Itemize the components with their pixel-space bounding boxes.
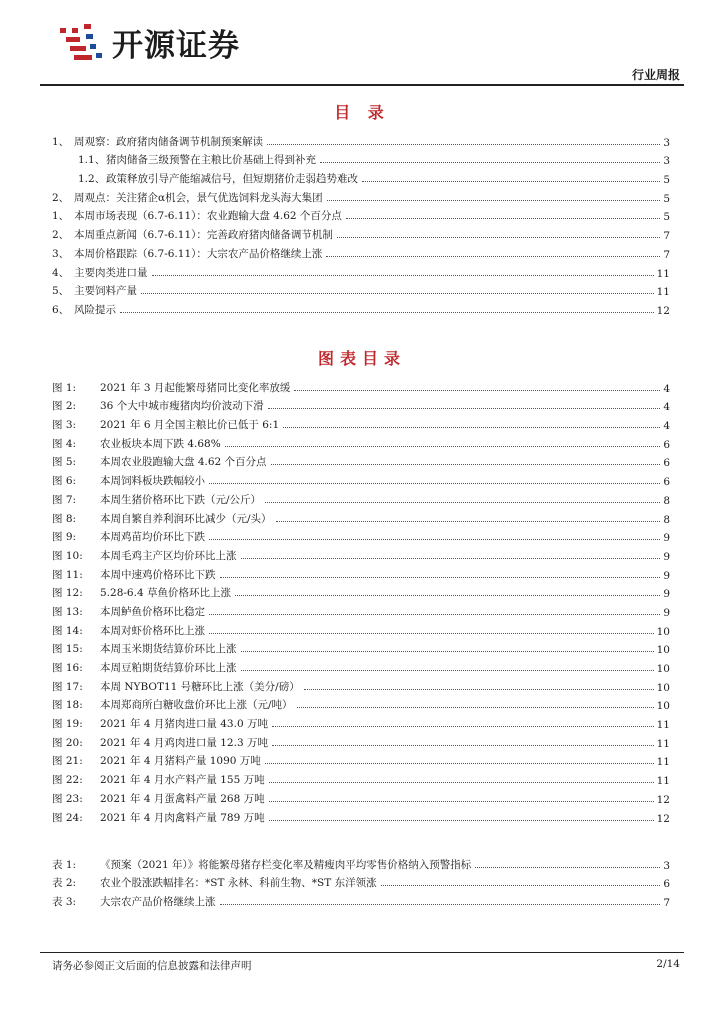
figure-entry-number: 图 22: (52, 774, 83, 787)
dot-leader (337, 237, 660, 238)
dot-leader (294, 390, 660, 391)
dot-leader (276, 521, 661, 522)
figure-entry-page: 12 (656, 812, 670, 825)
figure-entry-page: 4 (663, 401, 670, 414)
figure-entry-page: 10 (656, 625, 670, 638)
figures-list (52, 376, 670, 825)
figure-entry[interactable] (52, 544, 670, 563)
figure-entry[interactable] (52, 712, 670, 731)
report-type-label: 行业周报 (631, 68, 680, 82)
toc-entry[interactable] (52, 298, 670, 317)
figure-entry[interactable] (52, 451, 670, 470)
figure-entry-title: 本周豆粕期货结算价环比上涨 (100, 662, 237, 674)
dot-leader (265, 763, 654, 764)
toc-entry-page: 3 (663, 136, 670, 149)
figure-entry-number: 图 10: (52, 549, 83, 562)
figure-entry-number: 图 13: (52, 605, 83, 618)
toc-entry-number: 4、 (52, 266, 70, 279)
figure-entry-number: 图 24: (52, 811, 83, 824)
toc-entry-title: 主要饲料产量 (74, 285, 137, 298)
toc-entry-number: 2、 (52, 191, 70, 204)
toc-entry-title: 本周重点新闻（6.7-6.11）：完善政府猪肉储备调节机制 (74, 229, 333, 242)
dot-leader (327, 200, 661, 201)
figure-entry-number: 图 16: (52, 662, 83, 674)
table-entry-title: 《预案（2021 年）》将能繁母猪存栏变化率及精瘦肉平均零售价格纳入预警指标 (100, 858, 472, 871)
figure-entry-number: 图 6: (52, 475, 77, 488)
toc-entry-title: 周观察：政府猪肉储备调节机制预案解读 (74, 135, 263, 148)
figure-entry-page: 10 (656, 700, 670, 713)
figure-entry-number: 图 12: (52, 587, 83, 600)
figure-entry-number: 图 14: (52, 624, 83, 637)
figure-entry-number: 图 18: (52, 699, 83, 712)
dot-leader (120, 312, 654, 313)
dot-leader (209, 483, 660, 484)
figure-entry-number: 图 1: (52, 381, 77, 394)
figure-entry[interactable] (52, 750, 670, 769)
figure-entry[interactable] (52, 488, 670, 507)
table-entry-number: 表 1: (52, 858, 77, 871)
toc-entry-number: 1.1、 (78, 154, 106, 167)
figure-entry[interactable] (52, 469, 670, 488)
figure-entry-title: 2021 年 6 月全国主粮比价已低于 6:1 (100, 419, 280, 432)
dot-leader (271, 464, 661, 465)
dot-leader (346, 218, 660, 219)
figure-entry-title: 2021 年 4 月水产料产量 155 万吨 (100, 774, 265, 787)
dot-leader (209, 633, 654, 634)
dot-leader (320, 162, 660, 163)
toc-entry-title: 周观点：关注猪企α机会，景气优选饲料龙头海大集团 (74, 191, 323, 204)
header-divider (40, 84, 684, 86)
figure-entry-title: 2021 年 4 月蛋禽料产量 268 万吨 (100, 792, 265, 805)
dot-leader (304, 689, 654, 690)
figure-entry-title: 本周自繁自养利润环比减少（元/头） (100, 512, 272, 525)
toc-entry[interactable] (52, 280, 670, 299)
figure-entry-title: 本周鲈鱼价格环比稳定 (100, 605, 205, 618)
toc-entry-page: 7 (663, 230, 670, 243)
table-entry[interactable] (52, 872, 670, 891)
figure-entry-page: 8 (663, 513, 670, 526)
figure-entry[interactable] (52, 432, 670, 451)
figure-entry-title: 本周 NYBOT11 号糖环比上涨（美分/磅） (100, 680, 300, 693)
dot-leader (241, 558, 661, 559)
figure-entry[interactable] (52, 619, 670, 638)
dot-leader (269, 820, 654, 821)
toc-entry[interactable] (52, 186, 670, 205)
toc-entry-number: 1、 (52, 210, 70, 223)
dot-leader (283, 427, 660, 428)
figure-entry[interactable] (52, 395, 670, 414)
toc-entry-title: 政策释放引导产能缩减信号，但短期猪价走弱趋势难改 (106, 173, 358, 186)
toc-entry-page: 5 (663, 192, 670, 205)
table-entry-page: 3 (663, 859, 670, 872)
toc-entry-number: 3、 (52, 247, 70, 260)
toc-title: 目 录 (334, 103, 390, 122)
dot-leader (475, 867, 660, 868)
dot-leader (297, 707, 654, 708)
figure-entry-title: 2021 年 4 月猪料产量 1090 万吨 (100, 755, 261, 768)
figure-entry[interactable] (52, 787, 670, 806)
toc-entry-page: 12 (656, 304, 670, 317)
figure-entry-page: 10 (656, 644, 670, 657)
figure-entry-page: 12 (656, 793, 670, 806)
figure-entry-title: 2021 年 3 月起能繁母猪同比变化率放缓 (100, 381, 291, 394)
toc-entry-page: 5 (663, 211, 670, 224)
figure-entry-number: 图 2: (52, 400, 77, 413)
dot-leader (209, 539, 660, 540)
figure-entry-title: 本周农业股跑输大盘 4.62 个百分点 (100, 456, 267, 469)
figure-entry-number: 图 9: (52, 531, 77, 544)
figure-entry[interactable] (52, 413, 670, 432)
dot-leader (267, 144, 660, 145)
table-entry-title: 农业个股涨跌幅排名：*ST 永林、科前生物、*ST 东洋领涨 (100, 877, 377, 890)
company-name: 开源证券 (112, 27, 240, 64)
dot-leader (241, 670, 654, 671)
figure-entry-number: 图 17: (52, 680, 83, 693)
figure-entry[interactable] (52, 376, 670, 395)
toc-entry[interactable] (52, 130, 670, 149)
figure-entry-number: 图 20: (52, 736, 83, 749)
figure-entry[interactable] (52, 600, 670, 619)
footer-page-number: 2/14 (656, 958, 680, 970)
figure-entry-number: 图 7: (52, 493, 77, 506)
toc-entry[interactable] (52, 167, 670, 186)
figure-entry-number: 图 3: (52, 419, 77, 432)
toc-entry-page: 5 (663, 174, 670, 187)
figure-entry-page: 9 (663, 550, 670, 563)
dot-leader (326, 256, 660, 257)
dot-leader (362, 181, 660, 182)
dot-leader (225, 446, 661, 447)
figure-entry-number: 图 21: (52, 755, 83, 768)
figure-entry-title: 36 个大中城市瘦猪肉均价波动下滑 (100, 400, 264, 413)
toc-entry-page: 3 (663, 155, 670, 168)
dot-leader (381, 885, 661, 886)
figure-entry[interactable] (52, 731, 670, 750)
figure-entry-page: 6 (663, 457, 670, 470)
toc-entry-title: 本周价格跟踪（6.7-6.11）：大宗农产品价格继续上涨 (74, 247, 323, 260)
figure-entry-page: 11 (656, 756, 670, 769)
figure-entry-title: 本周饲料板块跌幅较小 (100, 475, 205, 488)
figure-entry-number: 图 11: (52, 568, 83, 581)
table-entry-page: 7 (663, 897, 670, 910)
figure-entry-page: 9 (663, 569, 670, 582)
figure-entry-page: 8 (663, 494, 670, 507)
figure-entry[interactable] (52, 675, 670, 694)
figure-entry-title: 本周郑商所白糖收盘价环比上涨（元/吨） (100, 699, 293, 712)
figure-entry-page: 6 (663, 476, 670, 489)
figures-title: 图表目录 (317, 349, 406, 368)
dot-leader (235, 595, 660, 596)
figure-entry-number: 图 15: (52, 643, 83, 656)
figure-entry[interactable] (52, 694, 670, 713)
figure-entry-number: 图 23: (52, 792, 83, 805)
toc-list (52, 130, 670, 317)
toc-entry-number: 2、 (52, 229, 70, 242)
toc-entry-page: 11 (656, 267, 670, 280)
toc-entry-page: 7 (663, 248, 670, 261)
figure-entry-title: 2021 年 4 月肉禽料产量 789 万吨 (100, 811, 265, 824)
figure-entry-title: 2021 年 4 月鸡肉进口量 12.3 万吨 (100, 736, 268, 749)
toc-entry-number: 1、 (52, 135, 70, 148)
figure-entry-number: 图 4: (52, 437, 77, 450)
dot-leader (265, 502, 660, 503)
tables-list (52, 853, 670, 909)
figure-entry-number: 图 5: (52, 456, 77, 469)
dot-leader (152, 275, 654, 276)
figure-entry[interactable] (52, 768, 670, 787)
figure-entry-page: 11 (656, 737, 670, 750)
dot-leader (269, 782, 654, 783)
figure-entry-page: 11 (656, 719, 670, 732)
dot-leader (268, 408, 661, 409)
figure-entry-page: 10 (656, 681, 670, 694)
table-entry[interactable] (52, 890, 670, 909)
logo-mark-icon (56, 20, 108, 64)
figure-entry-number: 图 19: (52, 718, 83, 731)
figure-entry[interactable] (52, 582, 670, 601)
figure-entry-title: 本周鸡苗均价环比下跌 (100, 531, 205, 544)
toc-entry-title: 风险提示 (74, 303, 116, 316)
figure-entry-page: 9 (663, 588, 670, 601)
figure-entry-page: 11 (656, 775, 670, 788)
table-entry[interactable] (52, 853, 670, 872)
figure-entry-page: 10 (656, 663, 670, 675)
table-entry-number: 表 3: (52, 896, 77, 909)
figure-entry-page: 4 (663, 420, 670, 433)
toc-entry-number: 5、 (52, 285, 70, 298)
dot-leader (209, 614, 660, 615)
toc-entry-page: 11 (656, 286, 670, 299)
figure-entry-page: 9 (663, 606, 670, 619)
figure-entry-number: 图 8: (52, 512, 77, 525)
figure-entry-title: 2021 年 4 月猪肉进口量 43.0 万吨 (100, 718, 268, 731)
figure-entry[interactable] (52, 656, 670, 675)
toc-entry[interactable] (52, 223, 670, 242)
dot-leader (272, 726, 654, 727)
figure-entry[interactable] (52, 563, 670, 582)
dot-leader (272, 745, 654, 746)
figure-entry-title: 农业板块本周下跌 4.68% (100, 437, 221, 450)
dot-leader (220, 577, 661, 578)
table-entry-page: 6 (663, 878, 670, 891)
table-entry-number: 表 2: (52, 877, 77, 890)
figure-entry[interactable] (52, 806, 670, 825)
toc-entry-title: 主要肉类进口量 (74, 266, 148, 279)
dot-leader (241, 651, 654, 652)
toc-entry[interactable] (52, 205, 670, 224)
toc-entry-title: 猪肉储备三级预警在主粮比价基础上得到补充 (106, 154, 316, 167)
figure-entry-title: 本周毛鸡主产区均价环比上涨 (100, 549, 237, 562)
figure-entry-page: 6 (663, 438, 670, 451)
figure-entry-title: 本周对虾价格环比上涨 (100, 624, 205, 637)
table-entry-title: 大宗农产品价格继续上涨 (100, 896, 216, 909)
dot-leader (141, 293, 654, 294)
figure-entry-title: 本周生猪价格环比下跌（元/公斤） (100, 493, 262, 506)
footer-disclaimer: 请务必参阅正文后面的信息披露和法律声明 (52, 960, 252, 972)
figure-entry[interactable] (52, 507, 670, 526)
figure-entry-page: 9 (663, 532, 670, 545)
toc-entry-number: 1.2、 (78, 173, 106, 186)
toc-entry[interactable] (52, 261, 670, 280)
toc-entry[interactable] (52, 149, 670, 168)
figure-entry[interactable] (52, 638, 670, 657)
figure-entry-page: 4 (663, 382, 670, 395)
figure-entry[interactable] (52, 526, 670, 545)
toc-entry-title: 本周市场表现（6.7-6.11）：农业跑输大盘 4.62 个百分点 (74, 210, 342, 223)
toc-entry[interactable] (52, 242, 670, 261)
dot-leader (269, 801, 654, 802)
dot-leader (220, 904, 661, 905)
figure-entry-title: 本周玉米期货结算价环比上涨 (100, 643, 237, 656)
figure-entry-title: 本周中速鸡价格环比下跌 (100, 568, 216, 581)
company-logo (56, 20, 240, 64)
toc-entry-number: 6、 (52, 303, 70, 316)
figure-entry-title: 5.28-6.4 草鱼价格环比上涨 (100, 587, 231, 600)
footer-divider (40, 952, 684, 953)
